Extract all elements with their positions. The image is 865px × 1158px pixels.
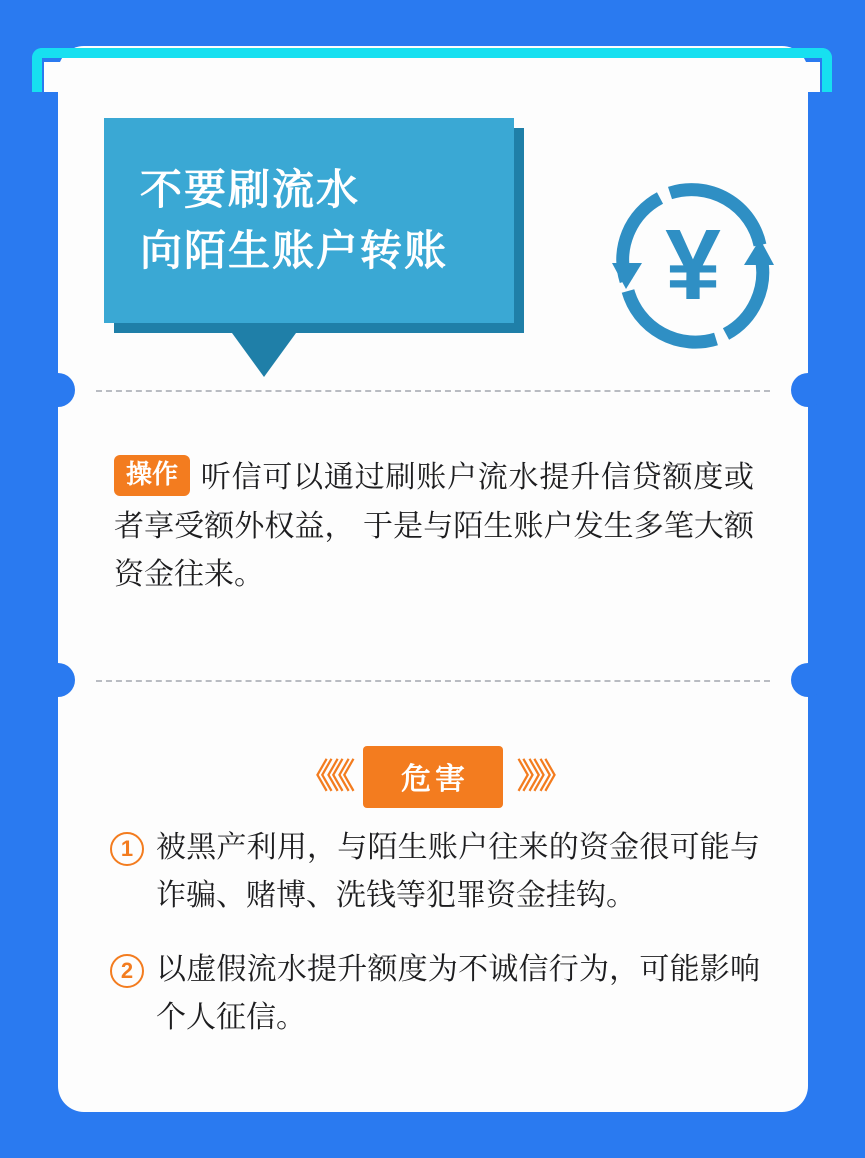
svg-text:¥: ¥ bbox=[665, 209, 721, 321]
list-item-number: 2 bbox=[110, 954, 144, 988]
banner-line-2: 向陌生账户转账 bbox=[140, 226, 449, 274]
harm-pill-label: 危害 bbox=[363, 746, 503, 808]
divider-2 bbox=[96, 680, 770, 682]
banner-line-1: 不要刷流水 bbox=[140, 165, 361, 213]
harm-list bbox=[110, 824, 760, 1068]
yen-refresh-icon bbox=[598, 171, 788, 361]
ticket-notch-right-1 bbox=[791, 373, 825, 407]
list-item-number: 1 bbox=[110, 832, 144, 866]
info-card bbox=[58, 46, 808, 1112]
list-item bbox=[110, 946, 760, 1042]
operation-block bbox=[114, 454, 754, 600]
banner-tail bbox=[232, 333, 296, 377]
list-item-text: 被黑产利用，与陌生账户往来的资金很可能与诈骗、赌博、洗钱等犯罪资金挂钩。 bbox=[156, 831, 760, 912]
operation-tag: 操作 bbox=[114, 455, 190, 496]
top-bracket-mask bbox=[44, 62, 820, 92]
chevron-right-icon: 》》》 bbox=[517, 758, 567, 796]
banner-text bbox=[104, 118, 514, 323]
operation-text: 听信可以通过刷账户流水提升信贷额度或者享受额外权益， 于是与陌生账户发生多笔大额资金往来。 bbox=[114, 461, 754, 592]
list-item-text: 以虚假流水提升额度为不诚信行为，可能影响个人征信。 bbox=[156, 953, 760, 1034]
ticket-notch-left-2 bbox=[41, 663, 75, 697]
harm-heading bbox=[58, 746, 808, 808]
chevron-left-icon: 《《《 bbox=[299, 758, 349, 796]
divider-1 bbox=[96, 390, 770, 392]
ticket-notch-right-2 bbox=[791, 663, 825, 697]
list-item bbox=[110, 824, 760, 920]
ticket-notch-left-1 bbox=[41, 373, 75, 407]
operation-paragraph bbox=[114, 454, 754, 600]
